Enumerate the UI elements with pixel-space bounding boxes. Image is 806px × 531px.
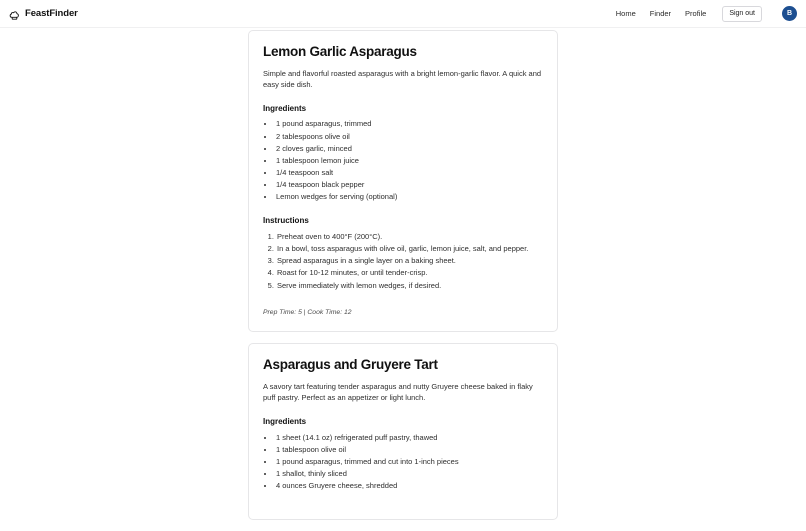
list-item: 4. Roast for 10-12 minutes, or until tender-crisp. [276,267,543,279]
instructions-list [263,231,543,292]
list-item: • Lemon wedges for serving (optional) [275,191,543,203]
app-header [0,0,806,28]
sign-out-button[interactable]: Sign out [722,6,762,22]
list-item: • 1 shallot, thinly sliced [275,468,543,480]
ingredients-list [263,118,543,203]
recipe-title: Asparagus and Gruyere Tart [263,357,438,373]
nav-link-home[interactable]: Home [615,8,636,18]
recipe-description: A savory tart featuring tender asparagus and nutty Gruyere cheese baked in flaky puff pastry. Perfect as an appetizer or light lunch. [263,381,533,403]
list-item: 3. Spread asparagus in a single layer on a baking sheet. [276,255,543,267]
list-item: 2. In a bowl, toss asparagus with olive oil, garlic, lemon juice, salt, and pepper. [276,243,543,255]
list-item: • 1 tablespoon olive oil [275,444,543,456]
list-item: 5. Serve immediately with lemon wedges, if desired. [276,280,543,292]
list-item: 1. Preheat oven to 400°F (200°C). [276,231,543,243]
ingredients-heading: Ingredients [263,103,307,113]
recipe-card-list [248,30,558,531]
instructions-block [263,216,543,291]
list-item: • 4 ounces Gruyere cheese, shredded [275,480,543,492]
nav-link-finder[interactable]: Finder [649,8,672,18]
instructions-heading: Instructions [263,216,309,226]
list-item: • 1/4 teaspoon black pepper [275,179,543,191]
list-item: • 1 tablespoon lemon juice [275,155,543,167]
list-item: • 1/4 teaspoon salt [275,167,543,179]
chef-hat-icon [9,8,20,19]
list-item: • 1 sheet (14.1 oz) refrigerated puff pastry, thawed [275,432,543,444]
recipe-title: Lemon Garlic Asparagus [263,44,417,59]
recipe-card[interactable] [248,30,558,332]
main-content [0,28,806,491]
avatar[interactable]: B [782,6,797,21]
header-nav [616,6,797,22]
list-item: • 1 pound asparagus, trimmed and cut into 1-inch pieces [275,456,543,468]
recipe-card[interactable] [248,343,558,520]
nav-link-profile[interactable]: Profile [685,8,707,18]
list-item: • 2 tablespoons olive oil [275,131,543,143]
ingredients-heading: Ingredients [263,416,307,426]
recipe-meta: Prep Time: 5 | Cook Time: 12 [263,308,352,316]
list-item: • 2 cloves garlic, minced [275,143,543,155]
brand-name: FeastFinder [25,7,78,19]
brand-logo[interactable] [9,8,78,19]
list-item: • 1 pound asparagus, trimmed [275,118,543,130]
ingredients-list [263,432,543,493]
recipe-description: Simple and flavorful roasted asparagus with a bright lemon-garlic flavor. A quick and easy side dish. [263,68,542,90]
